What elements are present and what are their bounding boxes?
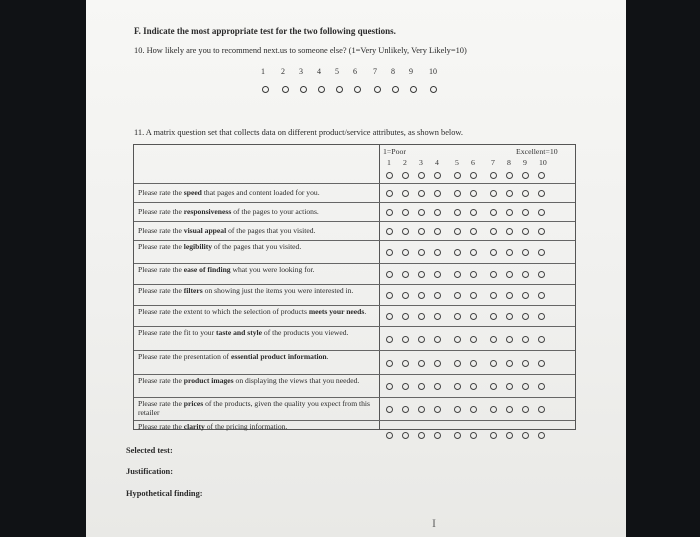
matrix-radio-option[interactable] bbox=[506, 249, 513, 256]
matrix-radio-option[interactable] bbox=[538, 271, 545, 278]
q10-scale-number: 2 bbox=[281, 67, 285, 76]
matrix-radio-option[interactable] bbox=[470, 228, 477, 235]
q10-scale-number: 6 bbox=[353, 67, 357, 76]
matrix-row bbox=[134, 306, 575, 327]
matrix-table bbox=[133, 144, 576, 430]
matrix-row bbox=[134, 375, 575, 398]
matrix-radio-option[interactable] bbox=[490, 336, 497, 343]
matrix-radio-option[interactable] bbox=[522, 292, 529, 299]
q10-radio-option[interactable] bbox=[336, 86, 343, 93]
matrix-radio-option[interactable] bbox=[434, 271, 441, 278]
matrix-radio-option[interactable] bbox=[454, 336, 461, 343]
matrix-radio-option[interactable] bbox=[522, 271, 529, 278]
matrix-radio-option[interactable] bbox=[470, 336, 477, 343]
matrix-radio-option[interactable] bbox=[470, 209, 477, 216]
matrix-radio-option[interactable] bbox=[386, 313, 393, 320]
matrix-radio-option[interactable] bbox=[506, 271, 513, 278]
matrix-row bbox=[134, 184, 575, 203]
matrix-radio-option[interactable] bbox=[434, 172, 441, 179]
matrix-radio-option[interactable] bbox=[522, 383, 529, 390]
matrix-row-label: Please rate the ease of finding what you were looking for. bbox=[138, 265, 315, 274]
matrix-radio-option[interactable] bbox=[418, 228, 425, 235]
matrix-row bbox=[134, 222, 575, 241]
matrix-radio-option[interactable] bbox=[538, 360, 545, 367]
matrix-radio-option[interactable] bbox=[470, 383, 477, 390]
matrix-radio-option[interactable] bbox=[522, 336, 529, 343]
matrix-column-number: 2 bbox=[403, 158, 407, 167]
matrix-column-number: 7 bbox=[491, 158, 495, 167]
matrix-radio-option[interactable] bbox=[522, 432, 529, 439]
matrix-radio-option[interactable] bbox=[506, 209, 513, 216]
q10-radio-option[interactable] bbox=[318, 86, 325, 93]
matrix-radio-option[interactable] bbox=[402, 228, 409, 235]
matrix-radio-option[interactable] bbox=[454, 172, 461, 179]
matrix-radio-option[interactable] bbox=[538, 313, 545, 320]
matrix-radio-option[interactable] bbox=[402, 172, 409, 179]
matrix-radio-option[interactable] bbox=[490, 313, 497, 320]
matrix-radio-option[interactable] bbox=[402, 336, 409, 343]
matrix-radio-option[interactable] bbox=[386, 271, 393, 278]
q10-scale-number: 5 bbox=[335, 67, 339, 76]
poor-label: 1=Poor bbox=[383, 147, 407, 156]
matrix-radio-option[interactable] bbox=[490, 249, 497, 256]
matrix-row-label: Please rate the prices of the products, given the quality you expect from this retailer bbox=[138, 399, 370, 417]
matrix-radio-option[interactable] bbox=[470, 172, 477, 179]
matrix-radio-option[interactable] bbox=[454, 209, 461, 216]
matrix-radio-option[interactable] bbox=[538, 292, 545, 299]
matrix-radio-option[interactable] bbox=[434, 383, 441, 390]
matrix-radio-option[interactable] bbox=[506, 432, 513, 439]
matrix-row-label: Please rate the clarity of the pricing information. bbox=[138, 422, 288, 431]
matrix-row bbox=[134, 351, 575, 375]
matrix-radio-option[interactable] bbox=[470, 432, 477, 439]
matrix-radio-option[interactable] bbox=[522, 360, 529, 367]
matrix-radio-option[interactable] bbox=[506, 383, 513, 390]
matrix-radio-option[interactable] bbox=[418, 383, 425, 390]
matrix-radio-option[interactable] bbox=[454, 360, 461, 367]
matrix-radio-option[interactable] bbox=[454, 406, 461, 413]
matrix-radio-option[interactable] bbox=[454, 383, 461, 390]
matrix-column-number: 3 bbox=[419, 158, 423, 167]
matrix-radio-option[interactable] bbox=[418, 292, 425, 299]
matrix-radio-option[interactable] bbox=[506, 172, 513, 179]
matrix-radio-option[interactable] bbox=[454, 292, 461, 299]
matrix-radio-option[interactable] bbox=[402, 360, 409, 367]
matrix-radio-option[interactable] bbox=[522, 313, 529, 320]
matrix-radio-option[interactable] bbox=[402, 313, 409, 320]
matrix-row-label: Please rate the product images on displaying the views that you needed. bbox=[138, 376, 360, 385]
matrix-radio-option[interactable] bbox=[434, 209, 441, 216]
matrix-radio-option[interactable] bbox=[434, 249, 441, 256]
matrix-radio-option[interactable] bbox=[470, 249, 477, 256]
matrix-radio-option[interactable] bbox=[522, 190, 529, 197]
text-cursor-icon: I bbox=[432, 516, 436, 530]
matrix-radio-option[interactable] bbox=[402, 292, 409, 299]
matrix-radio-option[interactable] bbox=[538, 406, 545, 413]
q10-scale-numbers bbox=[256, 67, 446, 77]
matrix-radio-option[interactable] bbox=[490, 432, 497, 439]
matrix-row bbox=[134, 421, 575, 449]
matrix-radio-option[interactable] bbox=[402, 249, 409, 256]
matrix-radio-option[interactable] bbox=[402, 432, 409, 439]
matrix-radio-option[interactable] bbox=[506, 313, 513, 320]
matrix-radio-option[interactable] bbox=[490, 271, 497, 278]
matrix-radio-option[interactable] bbox=[386, 336, 393, 343]
matrix-radio-option[interactable] bbox=[490, 292, 497, 299]
matrix-radio-option[interactable] bbox=[418, 406, 425, 413]
q10-scale-number: 4 bbox=[317, 67, 321, 76]
matrix-radio-option[interactable] bbox=[490, 190, 497, 197]
matrix-row bbox=[134, 285, 575, 306]
question-11-text: 11. A matrix question set that collects data on different product/service attributes, as shown below. bbox=[134, 128, 464, 137]
matrix-radio-option[interactable] bbox=[470, 360, 477, 367]
matrix-row-label: Please rate the legibility of the pages that you visited. bbox=[138, 242, 302, 251]
matrix-radio-option[interactable] bbox=[506, 190, 513, 197]
matrix-radio-option[interactable] bbox=[418, 249, 425, 256]
q10-radio-option[interactable] bbox=[374, 86, 381, 93]
q10-radio-option[interactable] bbox=[300, 86, 307, 93]
matrix-column-number: 4 bbox=[435, 158, 439, 167]
matrix-radio-option[interactable] bbox=[434, 292, 441, 299]
matrix-radio-option[interactable] bbox=[538, 249, 545, 256]
matrix-radio-option[interactable] bbox=[506, 292, 513, 299]
matrix-radio-option[interactable] bbox=[418, 209, 425, 216]
matrix-radio-option[interactable] bbox=[418, 271, 425, 278]
matrix-radio-option[interactable] bbox=[470, 271, 477, 278]
matrix-radio-option[interactable] bbox=[402, 271, 409, 278]
matrix-row-label: Please rate the responsiveness of the pages to your actions. bbox=[138, 207, 319, 216]
matrix-radio-option[interactable] bbox=[538, 336, 545, 343]
matrix-radio-option[interactable] bbox=[522, 406, 529, 413]
matrix-radio-option[interactable] bbox=[418, 360, 425, 367]
matrix-row bbox=[134, 264, 575, 285]
matrix-row bbox=[134, 398, 575, 421]
matrix-radio-option[interactable] bbox=[522, 172, 529, 179]
matrix-radio-option[interactable] bbox=[386, 228, 393, 235]
matrix-row-label: Please rate the filters on showing just the items you were interested in. bbox=[138, 286, 354, 295]
matrix-radio-option[interactable] bbox=[418, 432, 425, 439]
matrix-radio-option[interactable] bbox=[470, 292, 477, 299]
matrix-radio-option[interactable] bbox=[434, 360, 441, 367]
matrix-radio-option[interactable] bbox=[434, 406, 441, 413]
matrix-radio-option[interactable] bbox=[402, 190, 409, 197]
matrix-radio-option[interactable] bbox=[506, 336, 513, 343]
matrix-column-number: 5 bbox=[455, 158, 459, 167]
matrix-radio-option[interactable] bbox=[522, 228, 529, 235]
matrix-radio-option[interactable] bbox=[522, 249, 529, 256]
matrix-radio-option[interactable] bbox=[454, 249, 461, 256]
q10-scale-number: 3 bbox=[299, 67, 303, 76]
matrix-radio-option[interactable] bbox=[454, 313, 461, 320]
matrix-radio-option[interactable] bbox=[418, 190, 425, 197]
matrix-radio-option[interactable] bbox=[418, 313, 425, 320]
matrix-row bbox=[134, 203, 575, 222]
matrix-radio-option[interactable] bbox=[490, 360, 497, 367]
matrix-radio-option[interactable] bbox=[386, 383, 393, 390]
matrix-radio-option[interactable] bbox=[418, 172, 425, 179]
matrix-column-number: 10 bbox=[539, 158, 547, 167]
matrix-radio-option[interactable] bbox=[418, 336, 425, 343]
matrix-radio-option[interactable] bbox=[506, 360, 513, 367]
q10-radio-option[interactable] bbox=[354, 86, 361, 93]
matrix-column-number: 8 bbox=[507, 158, 511, 167]
matrix-radio-option[interactable] bbox=[402, 209, 409, 216]
matrix-radio-option[interactable] bbox=[538, 228, 545, 235]
matrix-radio-option[interactable] bbox=[386, 360, 393, 367]
matrix-row-label: Please rate the extent to which the selection of products meets your needs. bbox=[138, 307, 367, 316]
matrix-radio-option[interactable] bbox=[434, 432, 441, 439]
q10-radio-option[interactable] bbox=[392, 86, 399, 93]
q10-scale-number: 10 bbox=[429, 67, 437, 76]
matrix-radio-option[interactable] bbox=[490, 228, 497, 235]
section-heading: F. Indicate the most appropriate test for the two following questions. bbox=[134, 26, 396, 36]
matrix-radio-option[interactable] bbox=[538, 190, 545, 197]
excellent-label: Excellent=10 bbox=[516, 147, 558, 156]
matrix-radio-option[interactable] bbox=[386, 209, 393, 216]
matrix-column-number: 9 bbox=[523, 158, 527, 167]
matrix-radio-option[interactable] bbox=[522, 209, 529, 216]
matrix-radio-option[interactable] bbox=[490, 172, 497, 179]
hypothetical-finding-label: Hypothetical finding: bbox=[126, 489, 203, 498]
matrix-radio-option[interactable] bbox=[434, 313, 441, 320]
q10-radio-option[interactable] bbox=[282, 86, 289, 93]
matrix-row-label: Please rate the speed that pages and content loaded for you. bbox=[138, 188, 320, 197]
matrix-radio-option[interactable] bbox=[434, 190, 441, 197]
matrix-radio-option[interactable] bbox=[386, 432, 393, 439]
document-page bbox=[86, 0, 626, 537]
matrix-radio-option[interactable] bbox=[470, 190, 477, 197]
matrix-header-row bbox=[134, 145, 575, 184]
matrix-row bbox=[134, 327, 575, 351]
matrix-row-label: Please rate the visual appeal of the pages that you visited. bbox=[138, 226, 316, 235]
q10-scale-number: 1 bbox=[261, 67, 265, 76]
matrix-radio-option[interactable] bbox=[434, 228, 441, 235]
matrix-radio-option[interactable] bbox=[470, 313, 477, 320]
q10-radio-option[interactable] bbox=[430, 86, 437, 93]
matrix-radio-option[interactable] bbox=[386, 190, 393, 197]
matrix-radio-option[interactable] bbox=[386, 172, 393, 179]
matrix-radio-option[interactable] bbox=[454, 190, 461, 197]
matrix-column-number: 6 bbox=[471, 158, 475, 167]
q10-scale-options bbox=[256, 84, 446, 96]
matrix-radio-option[interactable] bbox=[454, 271, 461, 278]
q10-scale-number: 8 bbox=[391, 67, 395, 76]
matrix-row-label: Please rate the presentation of essential product information. bbox=[138, 352, 329, 361]
matrix-radio-option[interactable] bbox=[538, 209, 545, 216]
matrix-radio-option[interactable] bbox=[538, 432, 545, 439]
matrix-radio-option[interactable] bbox=[538, 172, 545, 179]
question-10-text: 10. How likely are you to recommend next.us to someone else? (1=Very Unlikely, Very Likely=10) bbox=[134, 46, 467, 55]
justification-label: Justification: bbox=[126, 467, 173, 476]
matrix-radio-option[interactable] bbox=[386, 406, 393, 413]
matrix-row bbox=[134, 241, 575, 264]
q10-radio-option[interactable] bbox=[410, 86, 417, 93]
matrix-row-label: Please rate the fit to your taste and style of the products you viewed. bbox=[138, 328, 349, 337]
q10-scale-number: 7 bbox=[373, 67, 377, 76]
selected-test-label: Selected test: bbox=[126, 446, 173, 455]
matrix-radio-option[interactable] bbox=[506, 406, 513, 413]
matrix-radio-option[interactable] bbox=[402, 383, 409, 390]
matrix-radio-option[interactable] bbox=[402, 406, 409, 413]
matrix-radio-option[interactable] bbox=[490, 406, 497, 413]
matrix-radio-option[interactable] bbox=[490, 383, 497, 390]
matrix-radio-option[interactable] bbox=[434, 336, 441, 343]
matrix-radio-option[interactable] bbox=[506, 228, 513, 235]
matrix-radio-option[interactable] bbox=[386, 249, 393, 256]
matrix-radio-option[interactable] bbox=[490, 209, 497, 216]
matrix-radio-option[interactable] bbox=[454, 228, 461, 235]
matrix-radio-option[interactable] bbox=[470, 406, 477, 413]
matrix-radio-option[interactable] bbox=[454, 432, 461, 439]
matrix-radio-option[interactable] bbox=[386, 292, 393, 299]
matrix-column-number: 1 bbox=[387, 158, 391, 167]
matrix-radio-option[interactable] bbox=[538, 383, 545, 390]
q10-radio-option[interactable] bbox=[262, 86, 269, 93]
q10-scale-number: 9 bbox=[409, 67, 413, 76]
